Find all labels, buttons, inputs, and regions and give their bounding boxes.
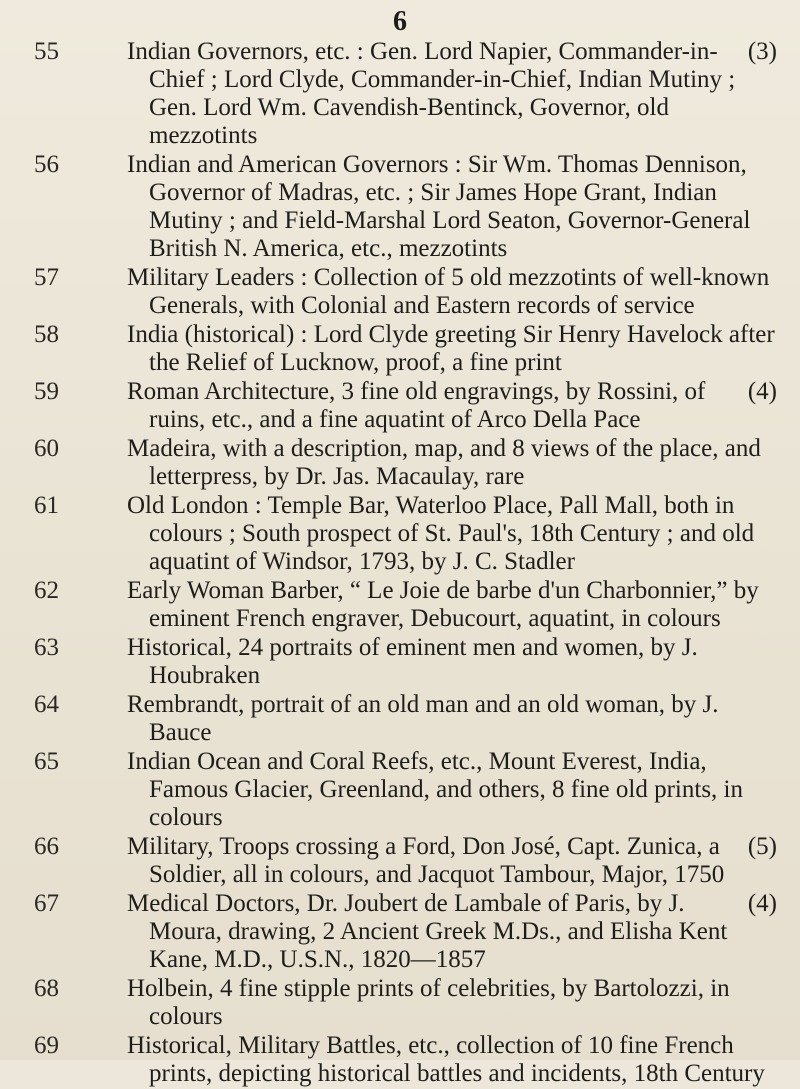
lot-description-text: Holbein, 4 fine stipple prints of celebrities, by Bartolozzi, in colours	[127, 975, 730, 1030]
lot-entry	[0, 1032, 800, 1088]
lot-number: 58	[34, 321, 59, 348]
lot-description-text: India (historical) : Lord Clyde greeting Sir Henry Havelock after the Relief of Lucknow, proof, a fine print	[127, 321, 775, 376]
lot-description-text: Early Woman Barber, “ Le Joie de barbe d'un Charbonnier,” by eminent French engraver, Debucourt, aquatint, in colours	[127, 577, 759, 632]
lot-entry	[0, 38, 800, 150]
lot-entry	[0, 890, 800, 974]
lot-number: 59	[34, 378, 59, 405]
lot-quantity: (4)	[747, 378, 777, 405]
lot-description-text: Roman Architecture, 3 fine old engravings, by Rossini, of ruins, etc., and a fine aquatint of Arco Della Pace	[127, 378, 706, 433]
lot-description	[127, 435, 777, 491]
lot-description	[127, 151, 777, 263]
lot-quantity: (4)	[747, 890, 777, 917]
lot-number: 57	[34, 264, 59, 291]
lot-description	[127, 975, 777, 1031]
lot-description	[127, 1032, 777, 1088]
lot-description-text: Historical, Military Battles, etc., collection of 10 fine French prints, depicting historical battles and incidents, 18th Century	[127, 1032, 765, 1087]
lot-description-text: Military Leaders : Collection of 5 old mezzotints of well-known Generals, with Colonial and Eastern records of service	[127, 264, 770, 319]
lot-number: 62	[34, 577, 59, 604]
lot-entry	[0, 833, 800, 889]
lot-entry	[0, 492, 800, 576]
lot-number: 67	[34, 890, 59, 917]
lot-number: 64	[34, 691, 59, 718]
lot-description-text: Rembrandt, portrait of an old man and an old woman, by J. Bauce	[127, 691, 719, 746]
lot-entry	[0, 634, 800, 690]
lot-number: 68	[34, 975, 59, 1002]
lot-description-text: Historical, 24 portraits of eminent men and women, by J. Houbraken	[127, 634, 698, 689]
lot-entry	[0, 264, 800, 320]
lot-description	[127, 321, 777, 377]
lot-description	[127, 634, 777, 690]
lot-description-text: Indian Governors, etc. : Gen. Lord Napier, Commander-in-Chief ; Lord Clyde, Commander-in-Chief, Indian Mutiny ; Gen. Lord Wm. Cavendish-Bentinck, Governor, old mezzotints	[127, 38, 736, 149]
lot-quantity: (3)	[747, 38, 777, 65]
lot-entry	[0, 748, 800, 832]
lot-description-text: Indian and American Governors : Sir Wm. Thomas Dennison, Governor of Madras, etc. ; Sir James Hope Grant, Indian Mutiny ; and Field-Marshal Lord Seaton, Governor-General British N. America, etc., mezzotints	[127, 151, 751, 262]
lot-description	[127, 492, 777, 576]
lot-description	[127, 748, 777, 832]
lot-description-text: Medical Doctors, Dr. Joubert de Lambale of Paris, by J. Moura, drawing, 2 Ancient Greek M.Ds., and Elisha Kent Kane, M.D., U.S.N., 1820—1857	[127, 890, 728, 973]
lot-entry	[0, 151, 800, 263]
lot-description-text: Madeira, with a description, map, and 8 views of the place, and letterpress, by Dr. Jas. Macaulay, rare	[127, 435, 761, 490]
lot-description	[127, 378, 777, 434]
lot-number: 55	[34, 38, 59, 65]
lot-description	[127, 264, 777, 320]
lot-number: 60	[34, 435, 59, 462]
lot-number: 61	[34, 492, 59, 519]
lot-description	[127, 890, 777, 974]
lot-entry	[0, 975, 800, 1031]
lot-number: 56	[34, 151, 59, 178]
lot-description-text: Military, Troops crossing a Ford, Don José, Capt. Zunica, a Soldier, all in colours, and Jacquot Tambour, Major, 1750	[127, 833, 725, 888]
lot-entry	[0, 321, 800, 377]
lot-list	[0, 38, 800, 1089]
lot-entry	[0, 691, 800, 747]
lot-description-text: Old London : Temple Bar, Waterloo Place, Pall Mall, both in colours ; South prospect of St. Paul's, 18th Century ; and old aquatint of Windsor, 1793, by J. C. Stadler	[127, 492, 755, 575]
lot-entry	[0, 378, 800, 434]
lot-description-text: Indian Ocean and Coral Reefs, etc., Mount Everest, India, Famous Glacier, Greenland, and others, 8 fine old prints, in colours	[127, 748, 743, 831]
lot-entry	[0, 435, 800, 491]
lot-description	[127, 691, 777, 747]
lot-description	[127, 38, 777, 150]
lot-number: 66	[34, 833, 59, 860]
page-number: 6	[393, 6, 407, 37]
lot-quantity: (5)	[747, 833, 777, 860]
lot-number: 63	[34, 634, 59, 661]
lot-entry	[0, 577, 800, 633]
lot-number: 69	[34, 1032, 59, 1059]
lot-number: 65	[34, 748, 59, 775]
lot-description	[127, 577, 777, 633]
lot-description	[127, 833, 777, 889]
